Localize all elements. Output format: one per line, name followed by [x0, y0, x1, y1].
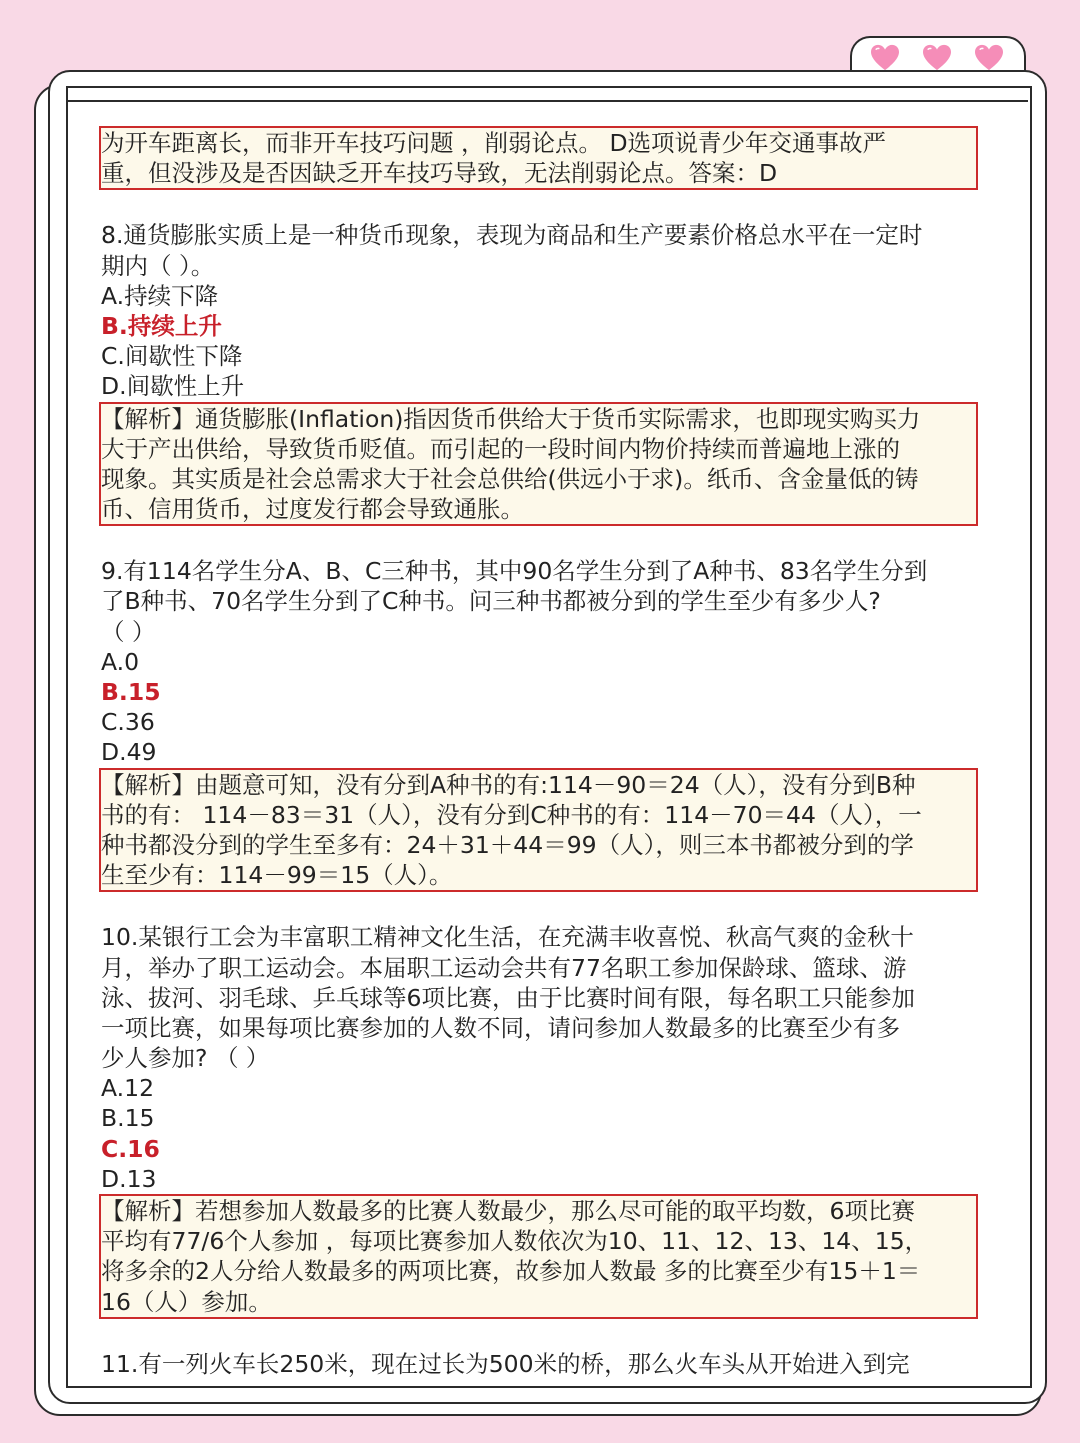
analysis-line: 种书都没分到的学生至多有：24＋31＋44＝99（人），则三本书都被分到的学 [101, 830, 914, 859]
question-11 [101, 1349, 977, 1379]
analysis-line: 【解析】若想参加人数最多的比赛人数最少，那么尽可能的取平均数，6项比赛 [101, 1197, 915, 1225]
analysis-line: 生至少有：114－99＝15（人）。 [101, 861, 453, 890]
option-a: A.持续下降 [101, 281, 219, 310]
document-content [101, 126, 977, 1379]
option-b: B.15 [101, 1104, 155, 1133]
question-stem: 期内（ ）。 [101, 251, 215, 280]
analysis-line: 16（人）参加。 [101, 1287, 272, 1316]
option-b-correct: B.持续上升 [101, 311, 222, 340]
heart-icon [974, 44, 1004, 72]
question-stem: 泳、拔河、羽毛球、乒乓球等6项比赛，由于比赛时间有限，每名职工只能参加 [101, 983, 915, 1012]
analysis-line: 币、信用货币，过度发行都会导致通胀。 [101, 495, 524, 524]
option-c: C.36 [101, 708, 155, 737]
question-stem: 月，举办了职工运动会。本届职工运动会共有77名职工参加保龄球、篮球、游 [101, 953, 907, 982]
question-stem: 一项比赛，如果每项比赛参加的人数不同，请问参加人数最多的比赛至少有多 [101, 1013, 900, 1042]
option-c: C.间歇性下降 [101, 342, 243, 371]
analysis-line: 大于产出供给，导致货币贬值。而引起的一段时间内物价持续而普遍地上涨的 [101, 434, 900, 463]
analysis-line: 重，但没涉及是否因缺乏开车技巧导致，无法削弱论点。答案：D [101, 159, 778, 188]
option-d: D.13 [101, 1164, 157, 1193]
question-stem: 了B种书、70名学生分到了C种书。问三种书都被分到的学生至少有多少人? [101, 587, 881, 616]
heart-icon [870, 44, 900, 72]
question-stem: 8.通货膨胀实质上是一种货币现象，表现为商品和生产要素价格总水平在一定时 [101, 221, 923, 250]
analysis-box [99, 402, 978, 527]
question-stem: 9.有114名学生分A、B、C三种书，其中90名学生分到了A种书、83名学生分到 [101, 557, 928, 586]
option-b-correct: B.15 [101, 678, 161, 706]
question-9 [101, 556, 977, 892]
option-c-correct: C.16 [101, 1134, 160, 1163]
analysis-box-intro [99, 126, 978, 190]
question-stem: （ ） [101, 617, 156, 646]
option-a: A.12 [101, 1074, 155, 1103]
analysis-line: 【解析】通货膨胀(Inflation)指因货币供给大于货币实际需求，也即现实购买力 [101, 404, 921, 433]
analysis-line: 为开车距离长，而非开车技巧问题 ，削弱论点。 D选项说青少年交通事故严 [101, 129, 887, 157]
question-stem: 10.某银行工会为丰富职工精神文化生活，在充满丰收喜悦、秋高气爽的金秋十 [101, 923, 914, 952]
option-d: D.间歇性上升 [101, 372, 245, 401]
analysis-line: 现象。其实质是社会总需求大于社会总供给(供远小于求)。纸币、含金量低的铸 [101, 464, 919, 493]
frame-divider [66, 100, 1028, 102]
analysis-line: 【解析】由题意可知，没有分到A种书的有:114－90＝24（人），没有分到B种 [101, 770, 916, 799]
question-10 [101, 922, 977, 1318]
question-stem: 少人参加? （ ） [101, 1044, 270, 1073]
analysis-box [99, 1194, 978, 1319]
option-a: A.0 [101, 647, 140, 676]
analysis-box [99, 768, 978, 893]
analysis-line: 书的有： 114－83＝31（人），没有分到C种书的有：114－70＝44（人），一 [101, 800, 922, 829]
question-8 [101, 220, 977, 526]
option-d: D.49 [101, 738, 157, 767]
heart-icon [922, 44, 952, 72]
analysis-line: 将多余的2人分给人数最多的两项比赛，故参加人数最 多的比赛至少有15＋1＝ [101, 1257, 921, 1286]
question-stem: 11.有一列火车长250米，现在过长为500米的桥，那么火车头从开始进入到完 [101, 1349, 910, 1378]
analysis-line: 平均有77/6个人参加 ，每项比赛参加人数依次为10、11、12、13、14、15， [101, 1227, 929, 1256]
